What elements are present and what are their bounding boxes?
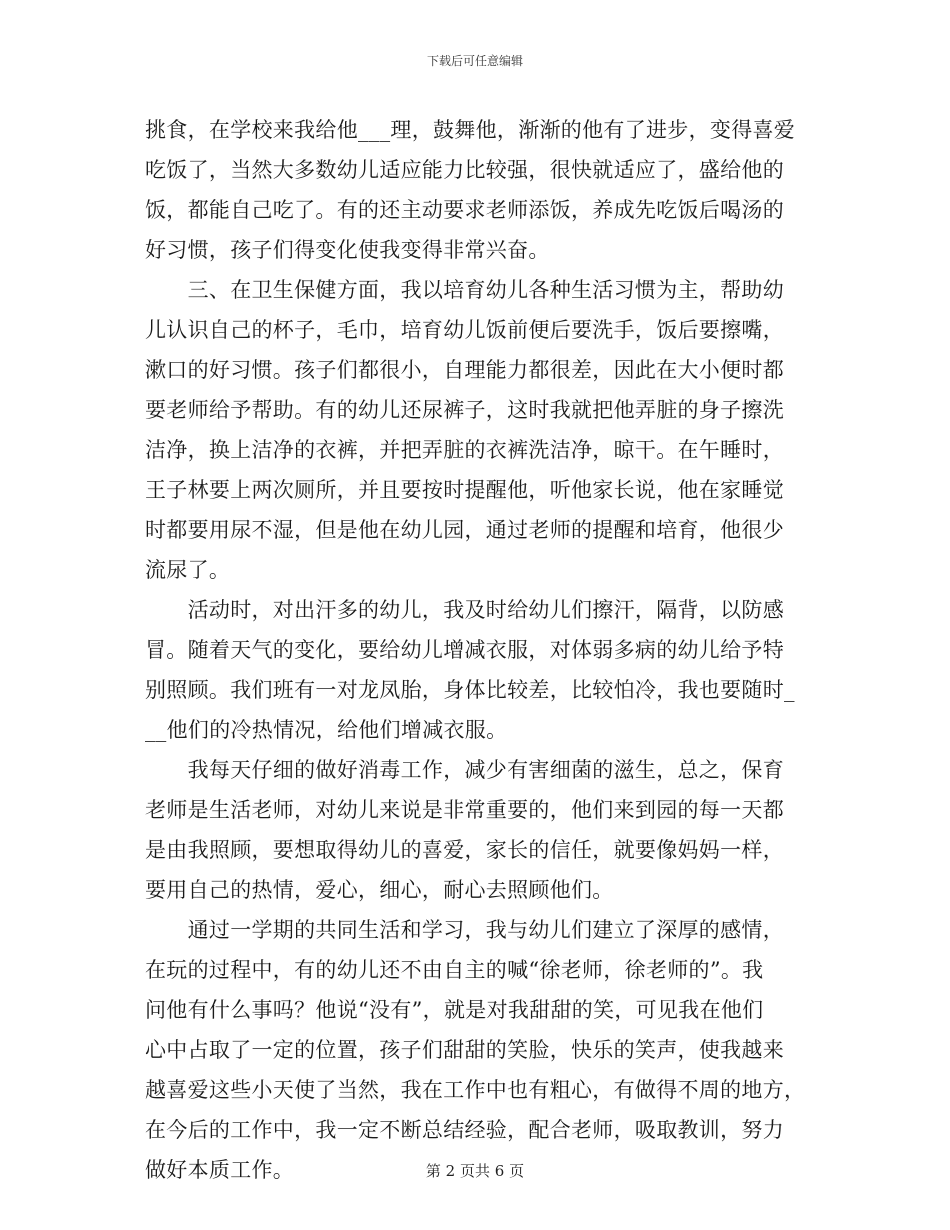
text-line: 在今后的工作中，我一定不断总结经验，配合老师，吸取教训，努力	[145, 1118, 784, 1142]
text-line: 王子林要上两次厕所，并且要按时提醒他，听他家长说，他在家睡觉	[145, 478, 784, 502]
text-line: 心中占取了一定的位置，孩子们甜甜的笑脸，快乐的笑声，使我越来	[145, 1038, 784, 1062]
text-line: 冒。随着天气的变化，要给幼儿增减衣服，对体弱多病的幼儿给予特	[145, 638, 784, 662]
text-line: 老师是生活老师，对幼儿来说是非常重要的，他们来到园的每一天都	[145, 798, 784, 822]
text-line: 在玩的过程中，有的幼儿还不由自主的喊“徐老师，徐老师的”。我	[145, 958, 764, 982]
text-line: 活动时，对出汗多的幼儿，我及时给幼儿们擦汗，隔背，以防感	[145, 598, 784, 622]
text-line: 时都要用尿不湿，但是他在幼儿园，通过老师的提醒和培育，他很少	[145, 518, 784, 542]
text-line: 洁净，换上洁净的衣裤，并把弄脏的衣裤洗洁净，晾干。在午睡时，	[145, 438, 784, 462]
document-body	[145, 110, 805, 1190]
text-line: 别照顾。我们班有一对龙凤胎，身体比较差，比较怕冷，我也要随时_	[145, 678, 795, 702]
text-line: 问他有什么事吗？他说“没有”，就是对我甜甜的笑，可见我在他们	[145, 998, 764, 1022]
text-line: 好习惯，孩子们得变化使我变得非常兴奋。	[145, 238, 550, 262]
text-line: 通过一学期的共同生活和学习，我与幼儿们建立了深厚的感情，	[145, 918, 784, 942]
text-line: 漱口的好习惯。孩子们都很小，自理能力都很差，因此在大小便时都	[145, 358, 784, 382]
text-line: 要老师给予帮助。有的幼儿还尿裤子，这时我就把他弄脏的身子擦洗	[145, 398, 784, 422]
text-line: 儿认识自己的杯子，毛巾，培育幼儿饭前便后要洗手，饭后要擦嘴，	[145, 318, 784, 342]
text-line: 是由我照顾，要想取得幼儿的喜爱，家长的信任，就要像妈妈一样，	[145, 838, 784, 862]
page-footer: 第 2 页共 6 页	[425, 1162, 525, 1180]
text-line: 吃饭了，当然大多数幼儿适应能力比较强，很快就适应了，盛给他的	[145, 158, 784, 182]
text-line: __他们的冷热情况，给他们增减衣服。	[145, 718, 508, 742]
text-line: 流尿了。	[145, 558, 231, 582]
text-line: 挑食，在学校来我给他___理，鼓舞他，渐渐的他有了进步，变得喜爱	[145, 118, 796, 142]
text-line: 三、在卫生保健方面，我以培育幼儿各种生活习惯为主，帮助幼	[145, 278, 784, 302]
page-header: 下载后可任意编辑	[426, 54, 523, 68]
text-line: 越喜爱这些小天使了当然，我在工作中也有粗心，有做得不周的地方，	[145, 1078, 806, 1102]
text-line: 我每天仔细的做好消毒工作，减少有害细菌的滋生，总之，保育	[145, 758, 784, 782]
text-line: 要用自己的热情，爱心，细心，耐心去照顾他们。	[145, 878, 614, 902]
text-line: 饭，都能自己吃了。有的还主动要求老师添饭，养成先吃饭后喝汤的	[145, 198, 784, 222]
text-line: 做好本质工作。	[145, 1158, 295, 1182]
